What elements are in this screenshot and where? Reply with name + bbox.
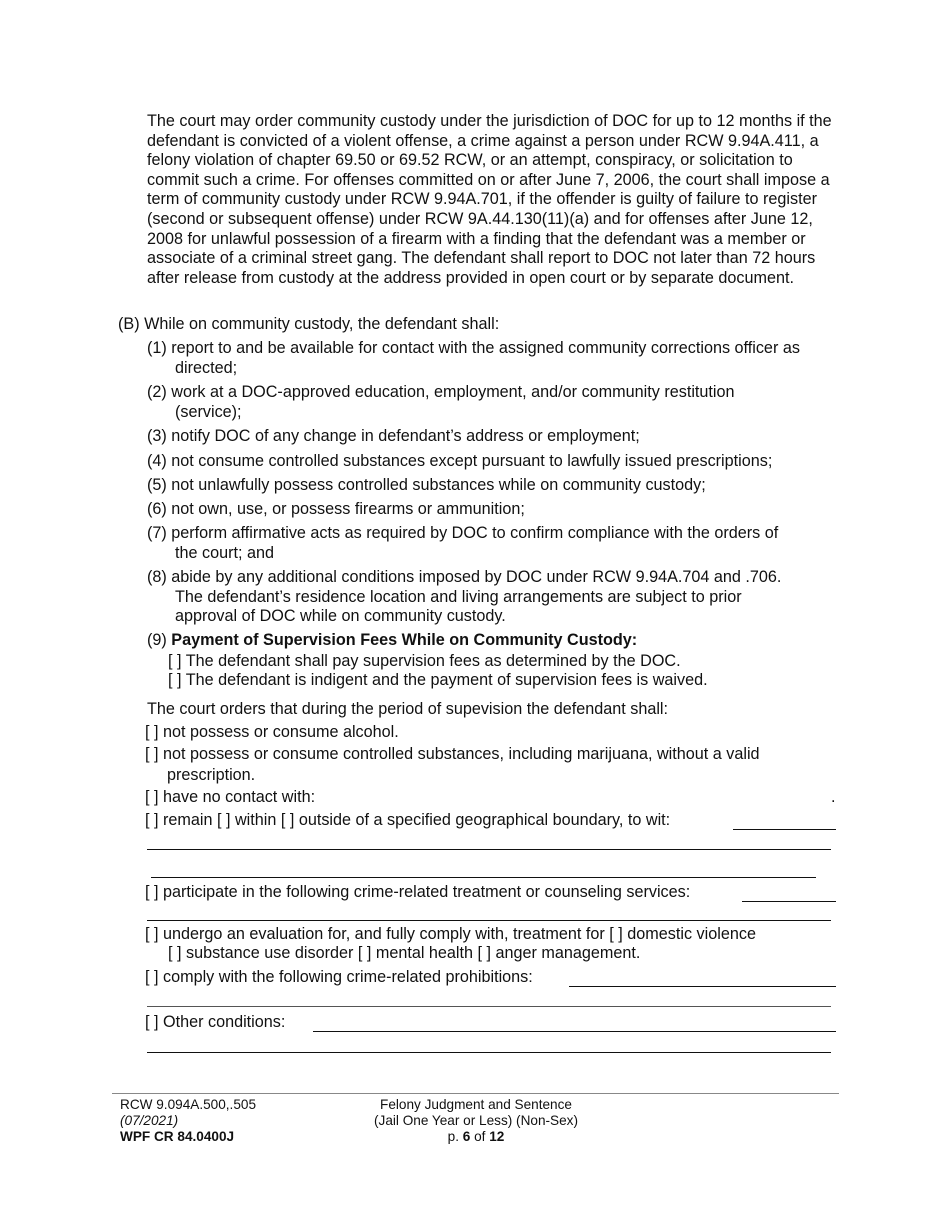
intro-paragraph: The court may order community custody under the jurisdiction of DOC for up to 12 months if the defendant is convicted of a violent offense, a crime against a person under RCW 9.94A.411, a felony violation of chapter 69.50 or 69.52 RCW, or an attempt, conspiracy, or solicitation to commit such a crime. For offenses committed on or after June 7, 2006, the court shall impose a term of community custody under RCW 9.94A.701, if the offender is guilty of failure to register (second or subsequent offense) under RCW 9A.44.130(11)(a) and for offenses after June 12, 2008 for unlawful possession of a firearm with a finding that the defendant was a member or associate of a criminal street gang. The defendant shall report to DOC not later than 72 hours after release from custody at the address provided in open court or by separate document. — [147, 112, 832, 287]
condition-8-line1: (8) abide by any additional conditions imposed by DOC under RCW 9.94A.704 and .706. — [147, 568, 782, 586]
order-prohibitions[interactable]: [ ] comply with the following crime-related prohibitions: — [145, 968, 533, 986]
boundary-blank[interactable] — [733, 829, 836, 830]
boundary-line-1[interactable] — [147, 849, 831, 850]
order-evaluation-options[interactable]: [ ] substance use disorder [ ] mental health [ ] anger management. — [168, 944, 641, 962]
condition-8-line3: approval of DOC while on community custody. — [175, 607, 506, 626]
fees-option-waived[interactable]: [ ] The defendant is indigent and the payment of supervision fees is waived. — [168, 671, 708, 689]
order-substances-cont: prescription. — [167, 766, 256, 784]
order-evaluation[interactable]: [ ] undergo an evaluation for, and fully comply with, treatment for [ ] domestic violence — [145, 925, 756, 943]
order-substances[interactable]: [ ] not possess or consume controlled substances, including marijuana, without a valid — [145, 745, 760, 763]
footer-form-number: WPF CR 84.0400J — [120, 1129, 235, 1144]
boundary-line-2[interactable] — [151, 877, 816, 878]
footer-title: Felony Judgment and Sentence — [380, 1097, 572, 1112]
no-contact-period: . — [831, 788, 836, 806]
condition-1 — [147, 339, 847, 378]
condition-7-line1: (7) perform affirmative acts as required by DOC to confirm compliance with the orders of — [147, 524, 779, 542]
condition-5: (5) not unlawfully possess controlled substances while on community custody; — [147, 476, 706, 494]
condition-7-line2: the court; and — [175, 543, 274, 562]
treatment-blank[interactable] — [742, 901, 836, 902]
condition-2 — [147, 383, 847, 422]
condition-3: (3) notify DOC of any change in defendant’s address or employment; — [147, 427, 640, 445]
order-alcohol[interactable]: [ ] not possess or consume alcohol. — [145, 723, 399, 741]
court-orders-heading: The court orders that during the period of supevision the defendant shall: — [147, 700, 669, 718]
condition-2-line2: (service); — [175, 402, 242, 421]
footer-divider — [112, 1093, 839, 1094]
other-line[interactable] — [147, 1052, 831, 1053]
condition-7 — [147, 524, 847, 563]
condition-1-line2: directed; — [175, 358, 238, 377]
page-prefix: p. — [447, 1129, 463, 1144]
fees-number: (9) — [147, 631, 167, 649]
page-total: 12 — [489, 1129, 505, 1144]
prohibitions-line[interactable] — [147, 1006, 831, 1007]
condition-4: (4) not consume controlled substances except pursuant to lawfully issued prescriptions; — [147, 452, 773, 470]
fees-option-pay[interactable]: [ ] The defendant shall pay supervision fees as determined by the DOC. — [168, 652, 681, 670]
order-remain-boundary[interactable]: [ ] remain [ ] within [ ] outside of a specified geographical boundary, to wit: — [145, 811, 671, 829]
footer-left — [120, 1097, 256, 1145]
fees-heading: Payment of Supervision Fees While on Community Custody: — [171, 631, 638, 649]
treatment-line[interactable] — [147, 920, 831, 921]
condition-1-line1: (1) report to and be available for contact with the assigned community corrections officer as — [147, 339, 800, 357]
footer-center — [346, 1097, 606, 1145]
condition-6: (6) not own, use, or possess firearms or ammunition; — [147, 500, 525, 518]
condition-9 — [147, 631, 637, 650]
condition-2-line1: (2) work at a DOC-approved education, employment, and/or community restitution — [147, 383, 735, 401]
page-current: 6 — [462, 1129, 471, 1144]
order-no-contact[interactable]: [ ] have no contact with: — [145, 788, 316, 806]
order-other[interactable]: [ ] Other conditions: — [145, 1013, 286, 1031]
footer-rcw: RCW 9.094A.500,.505 — [120, 1097, 257, 1112]
prohibitions-blank[interactable] — [569, 986, 836, 987]
footer-date: (07/2021) — [120, 1113, 179, 1128]
condition-8 — [147, 568, 847, 627]
other-blank[interactable] — [313, 1031, 836, 1032]
page-of: of — [470, 1129, 490, 1144]
footer-subtitle: (Jail One Year or Less) (Non-Sex) — [374, 1113, 578, 1128]
section-b-heading: (B) While on community custody, the defendant shall: — [118, 315, 500, 333]
footer-page-number — [346, 1129, 606, 1145]
order-treatment[interactable]: [ ] participate in the following crime-related treatment or counseling services: — [145, 883, 691, 901]
condition-8-line2: The defendant’s residence location and living arrangements are subject to prior — [175, 587, 742, 606]
